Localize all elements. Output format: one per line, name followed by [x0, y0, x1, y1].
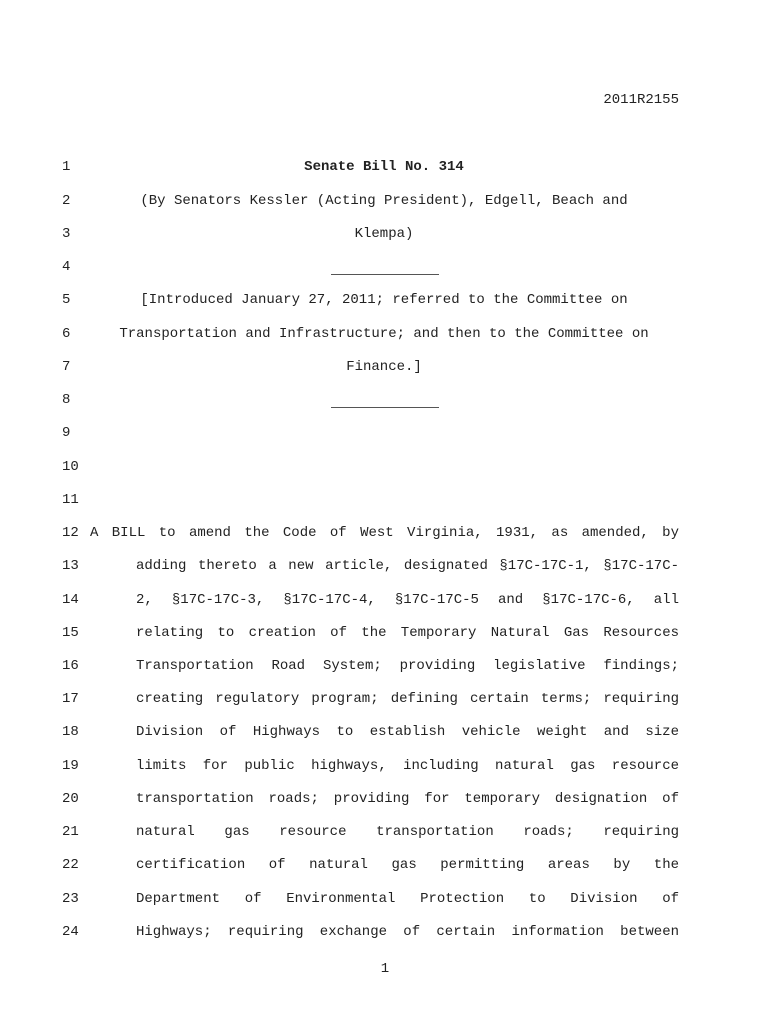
line-number: 21 [62, 824, 79, 840]
line-number: 1 [62, 159, 71, 175]
line-number: 16 [62, 658, 79, 674]
line-number: 4 [62, 259, 71, 275]
bill-text-line: transportation roads; providing for temporary designation of [136, 791, 679, 807]
line-number: 2 [62, 193, 71, 209]
introduction-line: Finance.] [346, 359, 422, 375]
sponsors-line: (By Senators Kessler (Acting President), Edgell, Beach and [140, 193, 628, 209]
line-number: 24 [62, 924, 79, 940]
line-number: 11 [62, 492, 79, 508]
line-number: 19 [62, 758, 79, 774]
bill-text-line: Department of Environmental Protection to Division of [136, 891, 679, 907]
line-number: 17 [62, 691, 79, 707]
line-number: 22 [62, 857, 79, 873]
line-number: 9 [62, 425, 71, 441]
line-number: 5 [62, 292, 71, 308]
line-number: 13 [62, 558, 79, 574]
line-number: 14 [62, 592, 79, 608]
bill-text-line: A BILL to amend the Code of West Virginia, 1931, as amended, by [90, 525, 679, 541]
bill-text-line: certification of natural gas permitting areas by the [136, 857, 679, 873]
bill-text-line: 2, §17C-17C-3, §17C-17C-4, §17C-17C-5 and §17C-17C-6, all [136, 592, 679, 608]
introduction-line: Transportation and Infrastructure; and then to the Committee on [119, 326, 649, 342]
line-number: 15 [62, 625, 79, 641]
line-number: 8 [62, 392, 71, 408]
bill-text-line: creating regulatory program; defining certain terms; requiring [136, 691, 679, 707]
document-id: 2011R2155 [603, 92, 679, 108]
bill-text-line: Highways; requiring exchange of certain information between [136, 924, 679, 940]
separator-rule [331, 407, 439, 408]
line-number: 7 [62, 359, 71, 375]
bill-text-line: relating to creation of the Temporary Natural Gas Resources [136, 625, 679, 641]
separator-rule [331, 274, 439, 275]
bill-title: Senate Bill No. 314 [304, 159, 464, 175]
page-number: 1 [380, 961, 390, 977]
bill-text-line: Division of Highways to establish vehicle weight and size [136, 724, 679, 740]
line-number: 18 [62, 724, 79, 740]
bill-text-line: adding thereto a new article, designated §17C-17C-1, §17C-17C- [136, 558, 679, 574]
line-number: 23 [62, 891, 79, 907]
introduction-line: [Introduced January 27, 2011; referred to the Committee on [140, 292, 628, 308]
line-number: 12 [62, 525, 79, 541]
bill-text-line: limits for public highways, including natural gas resource [136, 758, 679, 774]
sponsors-line: Klempa) [354, 226, 414, 242]
line-number: 20 [62, 791, 79, 807]
bill-text-line: natural gas resource transportation roads; requiring [136, 824, 679, 840]
line-number: 10 [62, 459, 79, 475]
bill-text-line: Transportation Road System; providing legislative findings; [136, 658, 679, 674]
line-number: 6 [62, 326, 71, 342]
line-number: 3 [62, 226, 71, 242]
